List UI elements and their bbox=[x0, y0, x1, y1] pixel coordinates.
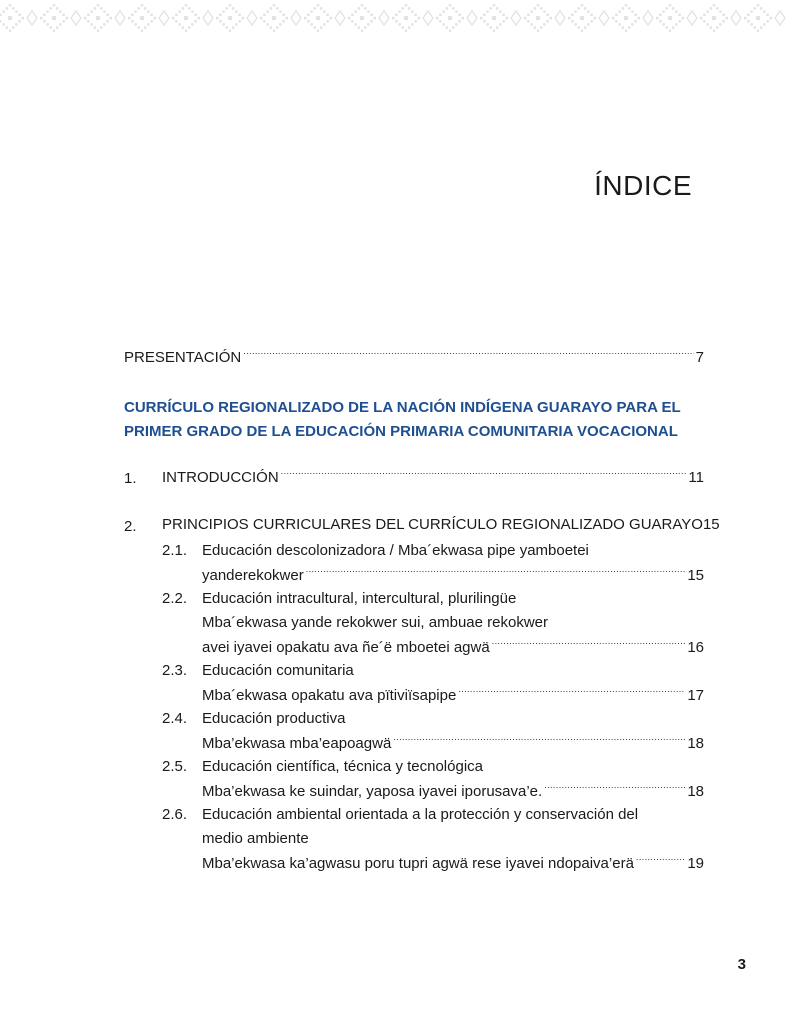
pattern-motif bbox=[392, 4, 433, 32]
dot-leader bbox=[544, 780, 685, 796]
toc-entry-label: INTRODUCCIÓN bbox=[162, 469, 279, 486]
pattern-motif bbox=[0, 4, 37, 32]
pattern-motif bbox=[480, 4, 521, 32]
toc-entry-2-1[interactable] bbox=[202, 564, 704, 587]
toc-subsection-number: 2.4. bbox=[162, 710, 188, 727]
dot-leader bbox=[306, 564, 686, 580]
toc-subsection-line[interactable]: medio ambiente bbox=[202, 830, 309, 847]
toc-entry-2-3[interactable] bbox=[202, 684, 704, 707]
heading-line: CURRÍCULO REGIONALIZADO DE LA NACIÓN INDÍGENA GUARAYO PARA EL bbox=[124, 399, 681, 416]
toc-entry-page: 17 bbox=[687, 687, 704, 704]
toc-entry-label: Mba’ekwasa ka’agwasu poru tupri agwä rese iyavei ndopaiva’erä bbox=[202, 855, 634, 872]
toc-section-number: 1. bbox=[124, 470, 137, 487]
toc-entry-2-4[interactable] bbox=[202, 732, 704, 755]
toc-entry-page: 16 bbox=[687, 639, 704, 656]
dot-leader bbox=[636, 852, 685, 868]
pattern-motif bbox=[128, 4, 169, 32]
page-number: 3 bbox=[737, 956, 746, 973]
pattern-motif bbox=[700, 4, 741, 32]
pattern-motif bbox=[304, 4, 345, 32]
toc-subsection-number: 2.1. bbox=[162, 542, 188, 559]
toc-entry-label: yanderekokwer bbox=[202, 567, 304, 584]
pattern-motif bbox=[260, 4, 301, 32]
pattern-motif bbox=[568, 4, 609, 32]
toc-subsection-line[interactable]: Educación ambiental orientada a la protección y conservación del bbox=[202, 806, 639, 823]
pattern-motif bbox=[172, 4, 213, 32]
pattern-motif bbox=[744, 4, 785, 32]
heading-line: PRIMER GRADO DE LA EDUCACIÓN PRIMARIA COMUNITARIA VOCACIONAL bbox=[124, 423, 678, 440]
toc-entry-label: Mba´ekwasa opakatu ava pïtiviïsapipe bbox=[202, 687, 457, 704]
toc-entry-presentacion[interactable] bbox=[124, 346, 704, 369]
pattern-motif bbox=[524, 4, 565, 32]
toc-subsection-line[interactable]: Educación comunitaria bbox=[202, 662, 354, 679]
dot-leader bbox=[243, 346, 693, 362]
toc-entry-label: Mba’ekwasa ke suindar, yaposa iyavei iporusava’e. bbox=[202, 783, 543, 800]
pattern-motif bbox=[656, 4, 697, 32]
toc-entry-2-6[interactable] bbox=[202, 852, 704, 875]
pattern-motif bbox=[40, 4, 81, 32]
toc-entry-page: 18 bbox=[687, 735, 704, 752]
toc-entry-2-2[interactable] bbox=[202, 636, 704, 659]
dot-leader bbox=[393, 732, 685, 748]
toc-entry-page: 19 bbox=[687, 855, 704, 872]
toc-entry-label: Mba’ekwasa mba’eapoagwä bbox=[202, 735, 392, 752]
toc-entry-principios[interactable] bbox=[162, 514, 720, 536]
dot-leader bbox=[281, 466, 687, 482]
page-title: ÍNDICE bbox=[594, 170, 692, 201]
toc-entry-page: 7 bbox=[695, 349, 704, 366]
toc-subsection-number: 2.2. bbox=[162, 590, 188, 607]
toc-subsection-number: 2.6. bbox=[162, 806, 188, 823]
pattern-motif bbox=[612, 4, 653, 32]
pattern-motif bbox=[216, 4, 257, 32]
toc-subsection-line[interactable]: Educación productiva bbox=[202, 710, 346, 727]
toc-entry-label: PRESENTACIÓN bbox=[124, 349, 242, 366]
toc-entry-introduccion[interactable] bbox=[162, 466, 704, 489]
pattern-motif bbox=[84, 4, 125, 32]
toc-entry-label: avei iyavei opakatu ava ñe´ë mboetei agwä bbox=[202, 639, 490, 656]
dot-leader bbox=[458, 684, 685, 700]
toc-subsection-line[interactable]: Mba´ekwasa yande rekokwer sui, ambuae rekokwer bbox=[202, 614, 548, 631]
decorative-pattern-border bbox=[0, 0, 792, 44]
toc-entry-page: 15 bbox=[687, 567, 704, 584]
toc-subsection-line[interactable]: Educación descolonizadora / Mba´ekwasa pipe yamboetei bbox=[202, 542, 589, 559]
pattern-motif bbox=[348, 4, 389, 32]
curriculum-heading bbox=[124, 396, 704, 444]
toc-entry-page: 18 bbox=[687, 783, 704, 800]
toc-section-number: 2. bbox=[124, 518, 137, 535]
toc-subsection-number: 2.3. bbox=[162, 662, 188, 679]
toc-subsection-line[interactable]: Educación intracultural, intercultural, plurilingüe bbox=[202, 590, 517, 607]
toc-entry-page: 11 bbox=[688, 469, 704, 486]
dot-leader bbox=[492, 636, 686, 652]
toc-entry-page: 15 bbox=[702, 516, 720, 533]
toc-entry-label: PRINCIPIOS CURRICULARES DEL CURRÍCULO REGIONALIZADO GUARAYO bbox=[162, 516, 703, 533]
toc-subsection-number: 2.5. bbox=[162, 758, 188, 775]
toc-entry-2-5[interactable] bbox=[202, 780, 704, 803]
pattern-motif bbox=[436, 4, 477, 32]
toc-subsection-line[interactable]: Educación científica, técnica y tecnológica bbox=[202, 758, 483, 775]
